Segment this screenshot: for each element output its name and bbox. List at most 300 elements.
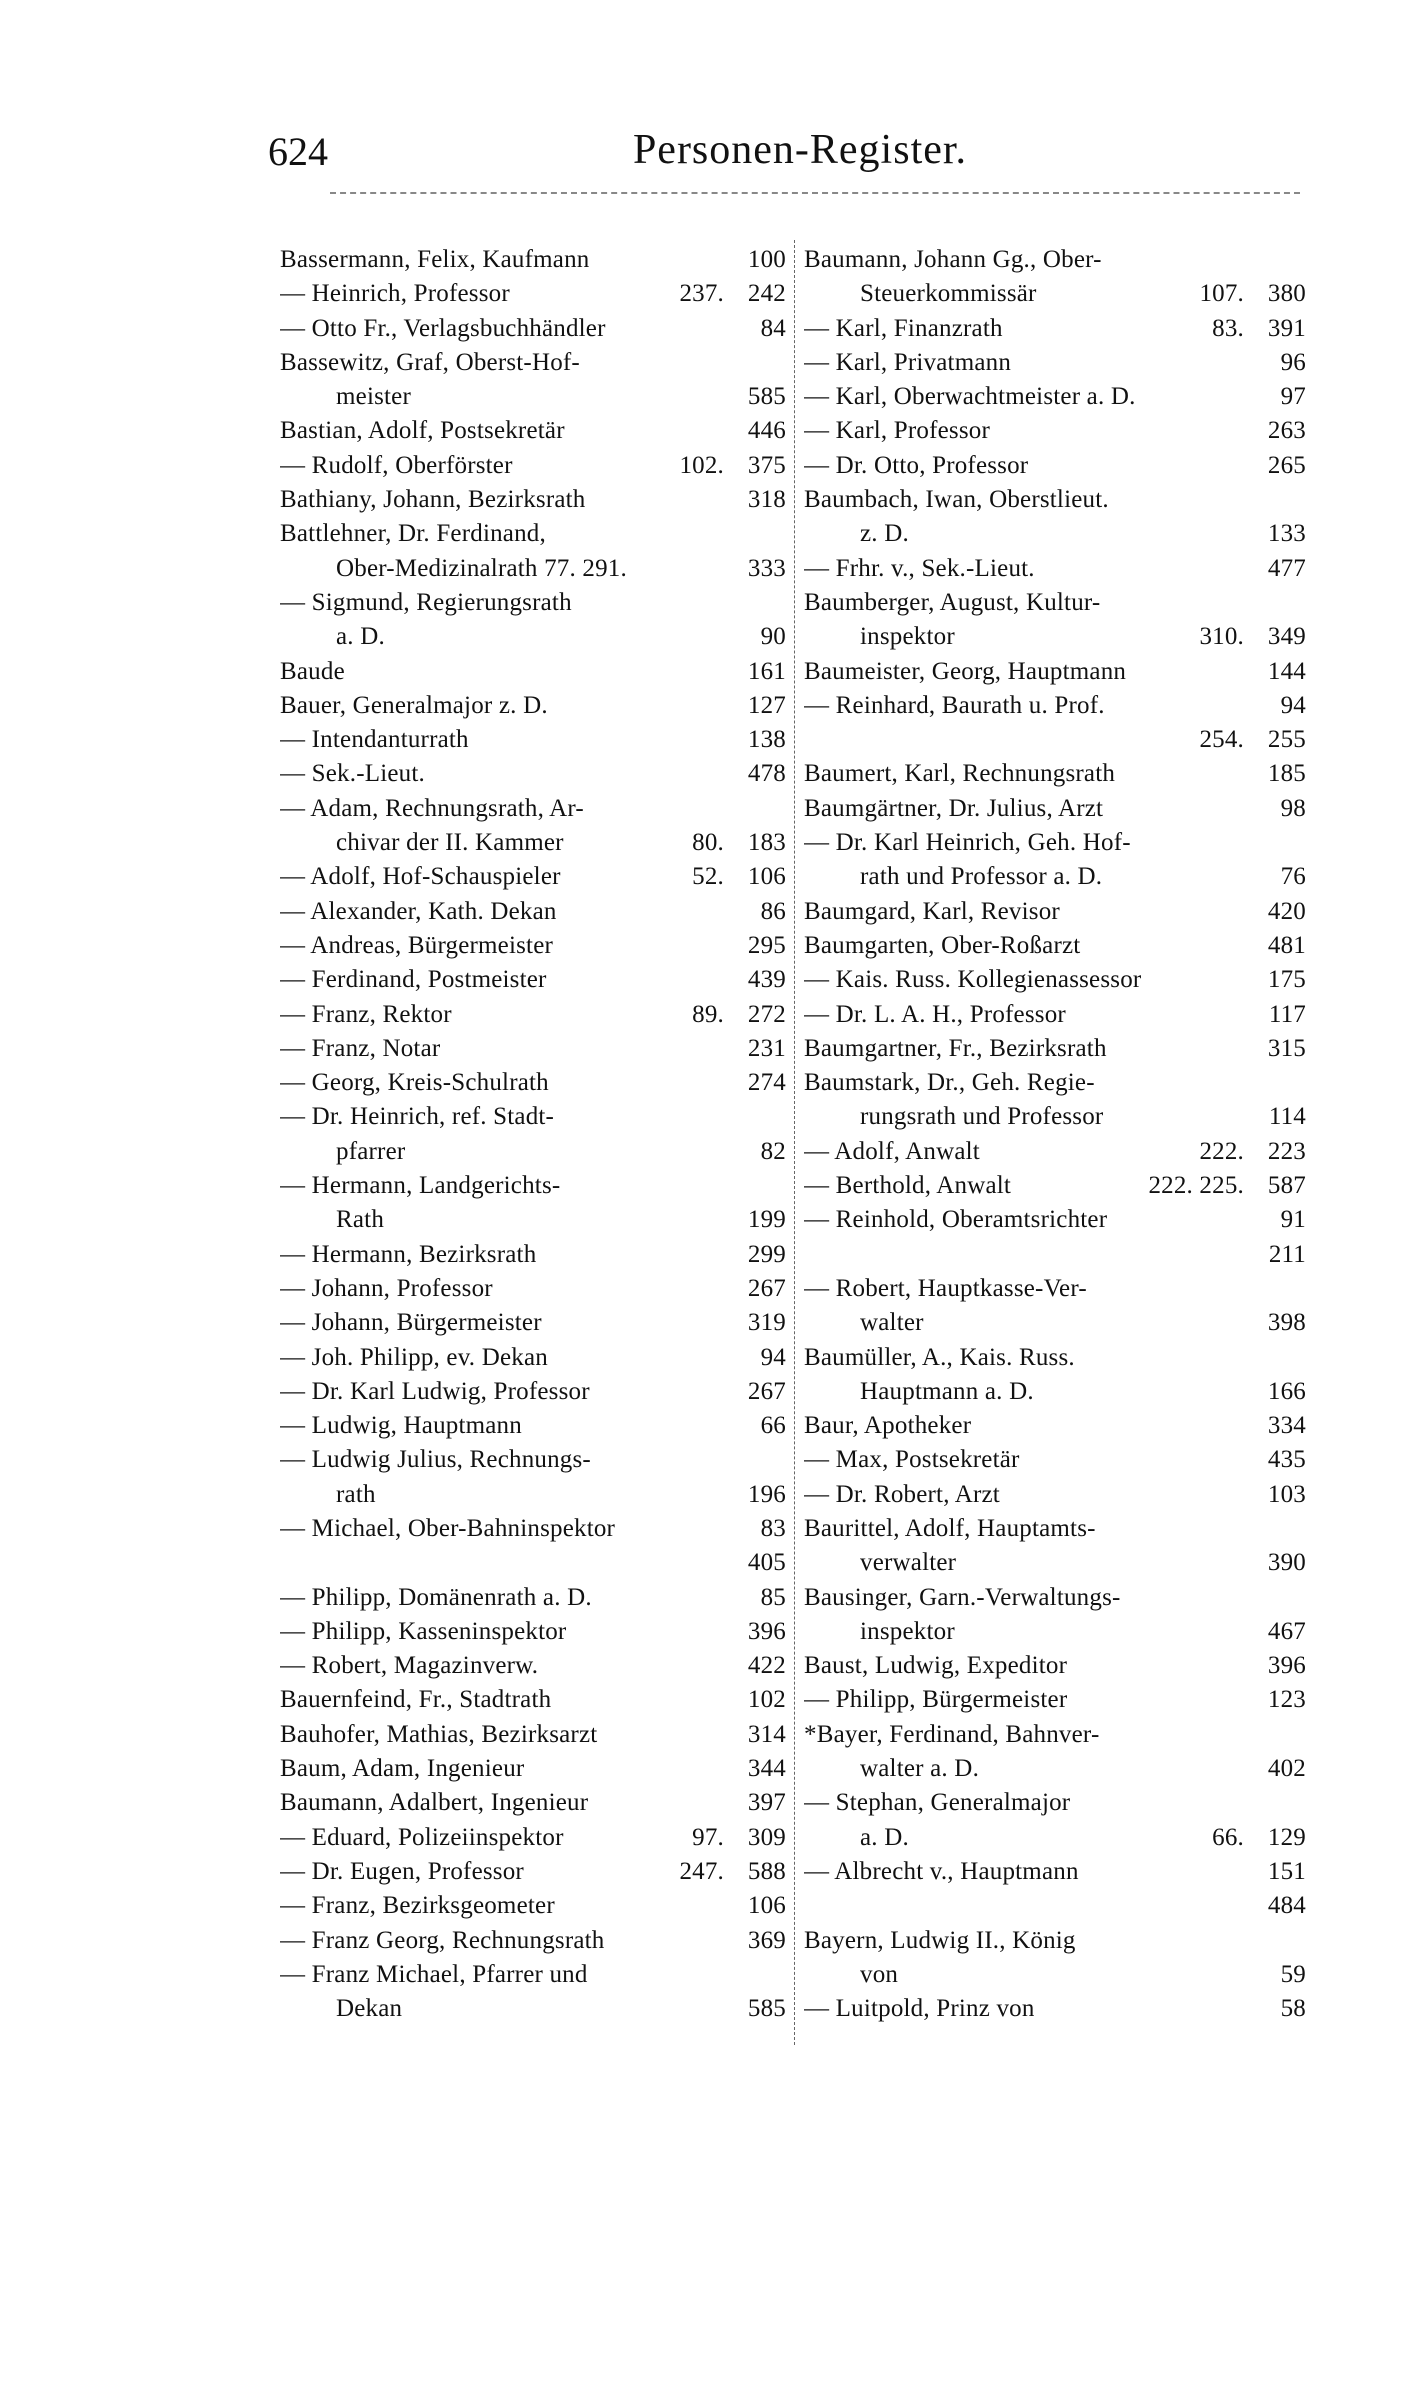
index-entry — [280, 1549, 786, 1583]
entry-text: *Bayer, Ferdinand, Bahnver- — [804, 1720, 1100, 1748]
index-entry — [280, 1275, 786, 1309]
entry-page-number: 96 — [1280, 348, 1306, 376]
entry-page-number: 83 — [760, 1514, 786, 1542]
entry-text: — Heinrich, Professor — [280, 280, 510, 308]
index-entry — [804, 1618, 1306, 1652]
index-entry — [280, 1172, 786, 1206]
entry-page-number: 396 — [747, 1617, 786, 1645]
index-entry — [280, 1001, 786, 1035]
entry-page-number: 309 — [747, 1823, 786, 1851]
index-entry — [804, 623, 1306, 657]
entry-text: — Rudolf, Oberförster — [280, 451, 513, 479]
entry-page-number: 315 — [1267, 1034, 1306, 1062]
header-rule — [330, 192, 1300, 194]
entry-text: — Luitpold, Prinz von — [804, 1995, 1035, 2023]
entry-page-number: 390 — [1267, 1549, 1306, 1577]
entry-text: Dekan — [336, 1995, 403, 2023]
entry-text: — Dr. Eugen, Professor — [280, 1857, 524, 1885]
entry-page-number: 477 — [1267, 554, 1306, 582]
index-entry — [280, 246, 786, 280]
index-entry — [804, 1584, 1306, 1618]
entry-text: Baumgartner, Fr., Bezirksrath — [804, 1034, 1107, 1062]
entry-page-number: 478 — [747, 760, 786, 788]
entry-page-number: 274 — [747, 1069, 786, 1097]
index-entry — [804, 1858, 1306, 1892]
entry-text: — Philipp, Kasseninspektor — [280, 1617, 567, 1645]
index-entry — [804, 1446, 1306, 1480]
entry-text: chivar der II. Kammer — [336, 829, 564, 857]
index-entry — [804, 966, 1306, 1000]
entry-page-refs: 89. — [692, 1000, 724, 1028]
index-entry — [804, 1515, 1306, 1549]
entry-page-number: 94 — [760, 1343, 786, 1371]
entry-page-number: 161 — [747, 657, 786, 685]
entry-text: Bauernfeind, Fr., Stadtrath — [280, 1686, 552, 1714]
entry-page-number: 295 — [747, 931, 786, 959]
index-entry — [280, 520, 786, 554]
entry-text: — Dr. Karl Heinrich, Geh. Hof- — [804, 829, 1131, 857]
entry-text: Bauer, Generalmajor z. D. — [280, 691, 548, 719]
entry-text: — Andreas, Bürgermeister — [280, 931, 554, 959]
entry-page-refs: 107. — [1199, 280, 1244, 308]
entry-page-number: 90 — [760, 623, 786, 651]
index-entry — [280, 1515, 786, 1549]
index-entry — [804, 417, 1306, 451]
entry-text: Bausinger, Garn.-Verwaltungs- — [804, 1583, 1121, 1611]
index-entry — [804, 1206, 1306, 1240]
entry-page-number: 439 — [747, 966, 786, 994]
entry-page-number: 263 — [1267, 417, 1306, 445]
entry-text: Baumüller, A., Kais. Russ. — [804, 1343, 1075, 1371]
index-entry — [280, 1035, 786, 1069]
entry-page-number: 397 — [747, 1789, 786, 1817]
index-entry — [804, 1686, 1306, 1720]
entry-text: meister — [336, 383, 411, 411]
entry-text: — Hermann, Landgerichts- — [280, 1172, 561, 1200]
entry-page-number: 588 — [747, 1857, 786, 1885]
entry-text: — Ludwig Julius, Rechnungs- — [280, 1446, 591, 1474]
entry-page-number: 405 — [747, 1549, 786, 1577]
entry-page-number: 587 — [1267, 1172, 1306, 1200]
entry-text: Bauhofer, Mathias, Bezirksarzt — [280, 1720, 598, 1748]
index-entry — [280, 863, 786, 897]
page-title: Personen-Register. — [632, 127, 968, 173]
index-entry — [804, 692, 1306, 726]
entry-page-number: 265 — [1267, 451, 1306, 479]
entry-text: — Karl, Oberwachtmeister a. D. — [804, 383, 1136, 411]
entry-text: rath und Professor a. D. — [860, 863, 1103, 891]
index-entry — [280, 280, 786, 314]
entry-text: — Max, Postsekretär — [804, 1446, 1020, 1474]
entry-page-number: 76 — [1280, 863, 1306, 891]
entry-text: Battlehner, Dr. Ferdinand, — [280, 520, 546, 548]
entry-page-number: 133 — [1267, 520, 1306, 548]
entry-page-number: 102 — [747, 1686, 786, 1714]
index-entry — [280, 1138, 786, 1172]
entry-text: — Hermann, Bezirksrath — [280, 1240, 537, 1268]
entry-text: — Eduard, Polizeiinspektor — [280, 1823, 564, 1851]
entry-text: — Franz, Rektor — [280, 1000, 452, 1028]
entry-page-number: 267 — [747, 1377, 786, 1405]
entry-page-number: 138 — [747, 726, 786, 754]
entry-text: walter a. D. — [860, 1755, 980, 1783]
entry-page-number: 211 — [1268, 1240, 1306, 1268]
entry-page-number: 117 — [1268, 1000, 1306, 1028]
entry-page-refs: 310. — [1199, 623, 1244, 651]
entry-page-number: 272 — [747, 1000, 786, 1028]
entry-text: — Adam, Rechnungsrath, Ar- — [280, 794, 584, 822]
entry-page-number: 422 — [747, 1652, 786, 1680]
entry-text: Hauptmann a. D. — [860, 1377, 1034, 1405]
entry-page-number: 223 — [1267, 1137, 1306, 1165]
index-entry — [804, 1103, 1306, 1137]
entry-page-number: 467 — [1267, 1617, 1306, 1645]
entry-text: — Dr. Heinrich, ref. Stadt- — [280, 1103, 555, 1131]
index-entry — [280, 315, 786, 349]
entry-page-number: 98 — [1280, 794, 1306, 822]
entry-page-number: 175 — [1267, 966, 1306, 994]
entry-page-number: 82 — [760, 1137, 786, 1165]
entry-text: — Karl, Professor — [804, 417, 991, 445]
index-entry — [280, 1412, 786, 1446]
index-entry — [280, 658, 786, 692]
entry-page-number: 369 — [747, 1926, 786, 1954]
entry-page-number: 585 — [747, 1995, 786, 2023]
index-entry — [280, 486, 786, 520]
entry-text: Rath — [336, 1206, 385, 1234]
index-entry — [280, 829, 786, 863]
entry-text: — Reinhard, Baurath u. Prof. — [804, 691, 1105, 719]
entry-page-number: 380 — [1267, 280, 1306, 308]
index-entry — [280, 589, 786, 623]
entry-text: — Reinhold, Oberamtsrichter — [804, 1206, 1108, 1234]
entry-text: Ober-Medizinalrath 77. 291. — [336, 554, 627, 582]
entry-page-number: 402 — [1267, 1755, 1306, 1783]
entry-text: — Johann, Bürgermeister — [280, 1309, 542, 1337]
entry-text: Baumbach, Iwan, Oberstlieut. — [804, 486, 1109, 514]
index-entry — [280, 1378, 786, 1412]
entry-text: Baum, Adam, Ingenieur — [280, 1755, 525, 1783]
entry-page-number: 94 — [1280, 691, 1306, 719]
entry-text: — Intendanturrath — [280, 726, 469, 754]
index-entry — [804, 1721, 1306, 1755]
right-column — [804, 246, 1306, 2029]
entry-page-number: 398 — [1267, 1309, 1306, 1337]
entry-text: — Robert, Hauptkasse-Ver- — [804, 1274, 1087, 1302]
entry-text: Bayern, Ludwig II., König — [804, 1926, 1076, 1954]
entry-page-number: 344 — [747, 1755, 786, 1783]
index-entry — [804, 1995, 1306, 2029]
entry-text: von — [860, 1960, 899, 1988]
index-entry — [804, 555, 1306, 589]
entry-text: a. D. — [860, 1823, 909, 1851]
entry-page-number: 106 — [747, 1892, 786, 1920]
index-entry — [280, 1069, 786, 1103]
entry-text: — Otto Fr., Verlagsbuchhändler — [280, 314, 606, 342]
entry-text: — Franz, Notar — [280, 1034, 441, 1062]
entry-text: — Karl, Privatmann — [804, 348, 1012, 376]
entry-page-number: 84 — [760, 314, 786, 342]
entry-text: — Franz Michael, Pfarrer und — [280, 1960, 588, 1988]
entry-page-number: 391 — [1267, 314, 1306, 342]
index-entry — [280, 726, 786, 760]
entry-page-number: 114 — [1268, 1103, 1306, 1131]
entry-text: — Karl, Finanzrath — [804, 314, 1003, 342]
entry-text: Bassermann, Felix, Kaufmann — [280, 246, 590, 273]
index-entry — [804, 349, 1306, 383]
index-entry — [804, 1172, 1306, 1206]
index-entry — [280, 1721, 786, 1755]
entry-page-number: 199 — [747, 1206, 786, 1234]
index-entry — [280, 1103, 786, 1137]
index-entry — [280, 1686, 786, 1720]
index-entry — [804, 1069, 1306, 1103]
entry-text: pfarrer — [336, 1137, 406, 1165]
entry-page-number: 103 — [1267, 1480, 1306, 1508]
index-entry — [804, 726, 1306, 760]
index-entry — [804, 1824, 1306, 1858]
entry-page-number: 166 — [1267, 1377, 1306, 1405]
entry-text: — Sek.-Lieut. — [280, 760, 425, 788]
entry-text: — Alexander, Kath. Dekan — [280, 897, 557, 925]
entry-text: — Johann, Professor — [280, 1274, 493, 1302]
entry-page-number: 86 — [760, 897, 786, 925]
index-entry — [280, 692, 786, 726]
index-entry — [804, 898, 1306, 932]
entry-page-refs: 254. — [1199, 726, 1244, 754]
index-entry — [280, 1789, 786, 1823]
entry-page-refs: 222. — [1199, 1137, 1244, 1165]
entry-text: — Kais. Russ. Kollegienassessor — [804, 966, 1142, 994]
entry-page-number: 585 — [747, 383, 786, 411]
entry-page-number: 100 — [747, 246, 786, 273]
entry-page-number: 319 — [747, 1309, 786, 1337]
index-entry — [280, 1618, 786, 1652]
index-entry — [280, 932, 786, 966]
index-entry — [804, 486, 1306, 520]
entry-text: Baurittel, Adolf, Hauptamts- — [804, 1514, 1096, 1542]
entry-text: Baumgarten, Ober-Roßarzt — [804, 931, 1081, 959]
index-entry — [280, 1755, 786, 1789]
column-divider — [794, 240, 795, 2045]
index-entry — [280, 1206, 786, 1240]
index-entry — [804, 658, 1306, 692]
index-entry — [280, 966, 786, 1000]
index-entry — [280, 1652, 786, 1686]
entry-page-number: 123 — [1267, 1686, 1306, 1714]
entry-text: Bastian, Adolf, Postsekretär — [280, 417, 565, 445]
entry-text: Baumeister, Georg, Hauptmann — [804, 657, 1127, 685]
entry-page-number: 267 — [747, 1274, 786, 1302]
entry-page-refs: 97. — [692, 1823, 724, 1851]
index-entry — [280, 349, 786, 383]
index-entry — [804, 1275, 1306, 1309]
entry-text: — Franz, Bezirksgeometer — [280, 1892, 555, 1920]
entry-text: walter — [860, 1309, 924, 1337]
entry-page-number: 396 — [1267, 1652, 1306, 1680]
entry-text: inspektor — [860, 623, 955, 651]
entry-text: verwalter — [860, 1549, 957, 1577]
index-entry — [280, 1309, 786, 1343]
entry-text: — Dr. Karl Ludwig, Professor — [280, 1377, 590, 1405]
entry-text: — Georg, Kreis-Schulrath — [280, 1069, 549, 1097]
entry-page-number: 144 — [1267, 657, 1306, 685]
index-entry — [280, 1961, 786, 1995]
index-entry — [280, 1824, 786, 1858]
entry-page-number: 318 — [747, 486, 786, 514]
index-entry — [280, 417, 786, 451]
entry-page-refs: 247. — [679, 1857, 724, 1885]
entry-text: — Dr. Otto, Professor — [804, 451, 1029, 479]
entry-page-number: 151 — [1267, 1857, 1306, 1885]
entry-text: Baumgard, Karl, Revisor — [804, 897, 1060, 925]
page-number: 624 — [268, 129, 328, 174]
entry-text: Bassewitz, Graf, Oberst-Hof- — [280, 348, 580, 376]
entry-text: — Adolf, Hof-Schauspieler — [280, 863, 561, 891]
entry-page-number: 58 — [1280, 1995, 1306, 2023]
index-entry — [804, 1927, 1306, 1961]
entry-text: — Berthold, Anwalt — [804, 1172, 1012, 1200]
index-entry — [804, 1344, 1306, 1378]
entry-text: — Dr. L. A. H., Professor — [804, 1000, 1066, 1028]
entry-page-refs: 83. — [1212, 314, 1244, 342]
entry-text: Baur, Apotheker — [804, 1412, 972, 1440]
entry-page-number: 255 — [1267, 726, 1306, 754]
entry-text: Baumgärtner, Dr. Julius, Arzt — [804, 794, 1104, 822]
entry-page-number: 242 — [747, 280, 786, 308]
entry-page-number: 183 — [747, 829, 786, 857]
index-entry — [804, 1961, 1306, 1995]
entry-page-number: 59 — [1280, 1960, 1306, 1988]
entry-page-number: 106 — [747, 863, 786, 891]
index-entry — [280, 1481, 786, 1515]
index-entry — [804, 863, 1306, 897]
entry-page-number: 435 — [1267, 1446, 1306, 1474]
entry-text: — Ferdinand, Postmeister — [280, 966, 547, 994]
index-entry — [804, 1309, 1306, 1343]
entry-page-number: 420 — [1267, 897, 1306, 925]
index-entry — [280, 760, 786, 794]
entry-text: — Robert, Magazinverw. — [280, 1652, 539, 1680]
index-entry — [280, 795, 786, 829]
entry-page-number: 85 — [760, 1583, 786, 1611]
entry-text: Baust, Ludwig, Expeditor — [804, 1652, 1068, 1680]
index-entry — [804, 1789, 1306, 1823]
index-entry — [804, 1241, 1306, 1275]
index-entry — [280, 1241, 786, 1275]
index-entry — [804, 1755, 1306, 1789]
entry-page-refs: 80. — [692, 829, 724, 857]
index-entry — [280, 1344, 786, 1378]
index-entry — [804, 315, 1306, 349]
entry-page-refs: 222. 225. — [1148, 1172, 1244, 1200]
entry-page-number: 314 — [747, 1720, 786, 1748]
index-entry — [804, 760, 1306, 794]
index-entry — [804, 829, 1306, 863]
entry-text: inspektor — [860, 1617, 955, 1645]
entry-page-number: 196 — [747, 1480, 786, 1508]
entry-text: — Philipp, Domänenrath a. D. — [280, 1583, 592, 1611]
index-entry — [804, 520, 1306, 554]
index-entry — [804, 1549, 1306, 1583]
entry-page-number: 349 — [1267, 623, 1306, 651]
entry-text: — Sigmund, Regierungsrath — [280, 588, 572, 616]
index-entry — [280, 555, 786, 589]
index-entry — [804, 452, 1306, 486]
index-entry — [804, 383, 1306, 417]
index-entry — [804, 246, 1306, 280]
entry-page-number: 129 — [1267, 1823, 1306, 1851]
entry-text: — Ludwig, Hauptmann — [280, 1412, 522, 1440]
entry-page-number: 333 — [747, 554, 786, 582]
entry-text: Baumstark, Dr., Geh. Regie- — [804, 1069, 1095, 1097]
entry-text: rungsrath und Professor — [860, 1103, 1104, 1131]
index-entry — [280, 1995, 786, 2029]
entry-text: Baumann, Johann Gg., Ober- — [804, 246, 1102, 273]
entry-page-refs: 52. — [692, 863, 724, 891]
entry-text: Baumert, Karl, Rechnungsrath — [804, 760, 1116, 788]
index-entry — [804, 589, 1306, 623]
entry-text: Baumberger, August, Kultur- — [804, 588, 1101, 616]
entry-page-number: 481 — [1267, 931, 1306, 959]
index-entry — [804, 1412, 1306, 1446]
index-entry — [280, 1892, 786, 1926]
index-entry — [804, 1892, 1306, 1926]
entry-text: — Joh. Philipp, ev. Dekan — [280, 1343, 548, 1371]
index-entry — [280, 898, 786, 932]
entry-text: Steuerkommissär — [860, 280, 1037, 308]
entry-text: — Frhr. v., Sek.-Lieut. — [804, 554, 1035, 582]
index-entry — [804, 932, 1306, 966]
entry-text: a. D. — [336, 623, 385, 651]
index-entry — [280, 452, 786, 486]
entry-page-number: 484 — [1267, 1892, 1306, 1920]
entry-text: — Franz Georg, Rechnungsrath — [280, 1926, 605, 1954]
entry-page-number: 127 — [747, 691, 786, 719]
entry-page-refs: 66. — [1212, 1823, 1244, 1851]
index-entry — [804, 280, 1306, 314]
entry-text: Baude — [280, 657, 345, 685]
entry-text: — Michael, Ober-Bahninspektor — [280, 1514, 616, 1542]
entry-page-number: 97 — [1280, 383, 1306, 411]
entry-text: Bathiany, Johann, Bezirksrath — [280, 486, 586, 514]
index-entry — [804, 1481, 1306, 1515]
index-entry — [280, 1446, 786, 1480]
entry-page-number: 446 — [747, 417, 786, 445]
entry-text: — Dr. Robert, Arzt — [804, 1480, 1000, 1508]
index-entry — [280, 1584, 786, 1618]
entry-page-number: 334 — [1267, 1412, 1306, 1440]
index-entry — [804, 1378, 1306, 1412]
entry-text: Baumann, Adalbert, Ingenieur — [280, 1789, 589, 1817]
index-entry — [280, 623, 786, 657]
entry-page-refs: 237. — [679, 280, 724, 308]
entry-page-number: 375 — [747, 451, 786, 479]
index-entry — [804, 795, 1306, 829]
index-entry — [804, 1138, 1306, 1172]
entry-page-number: 231 — [747, 1034, 786, 1062]
index-entry — [804, 1652, 1306, 1686]
entry-page-number: 91 — [1280, 1206, 1306, 1234]
index-entry — [280, 383, 786, 417]
entry-page-number: 185 — [1267, 760, 1306, 788]
index-entry — [804, 1035, 1306, 1069]
entry-text: — Albrecht v., Hauptmann — [804, 1857, 1079, 1885]
entry-text: — Stephan, Generalmajor — [804, 1789, 1071, 1817]
index-entry — [280, 1927, 786, 1961]
entry-text: — Philipp, Bürgermeister — [804, 1686, 1068, 1714]
index-entry — [280, 1858, 786, 1892]
